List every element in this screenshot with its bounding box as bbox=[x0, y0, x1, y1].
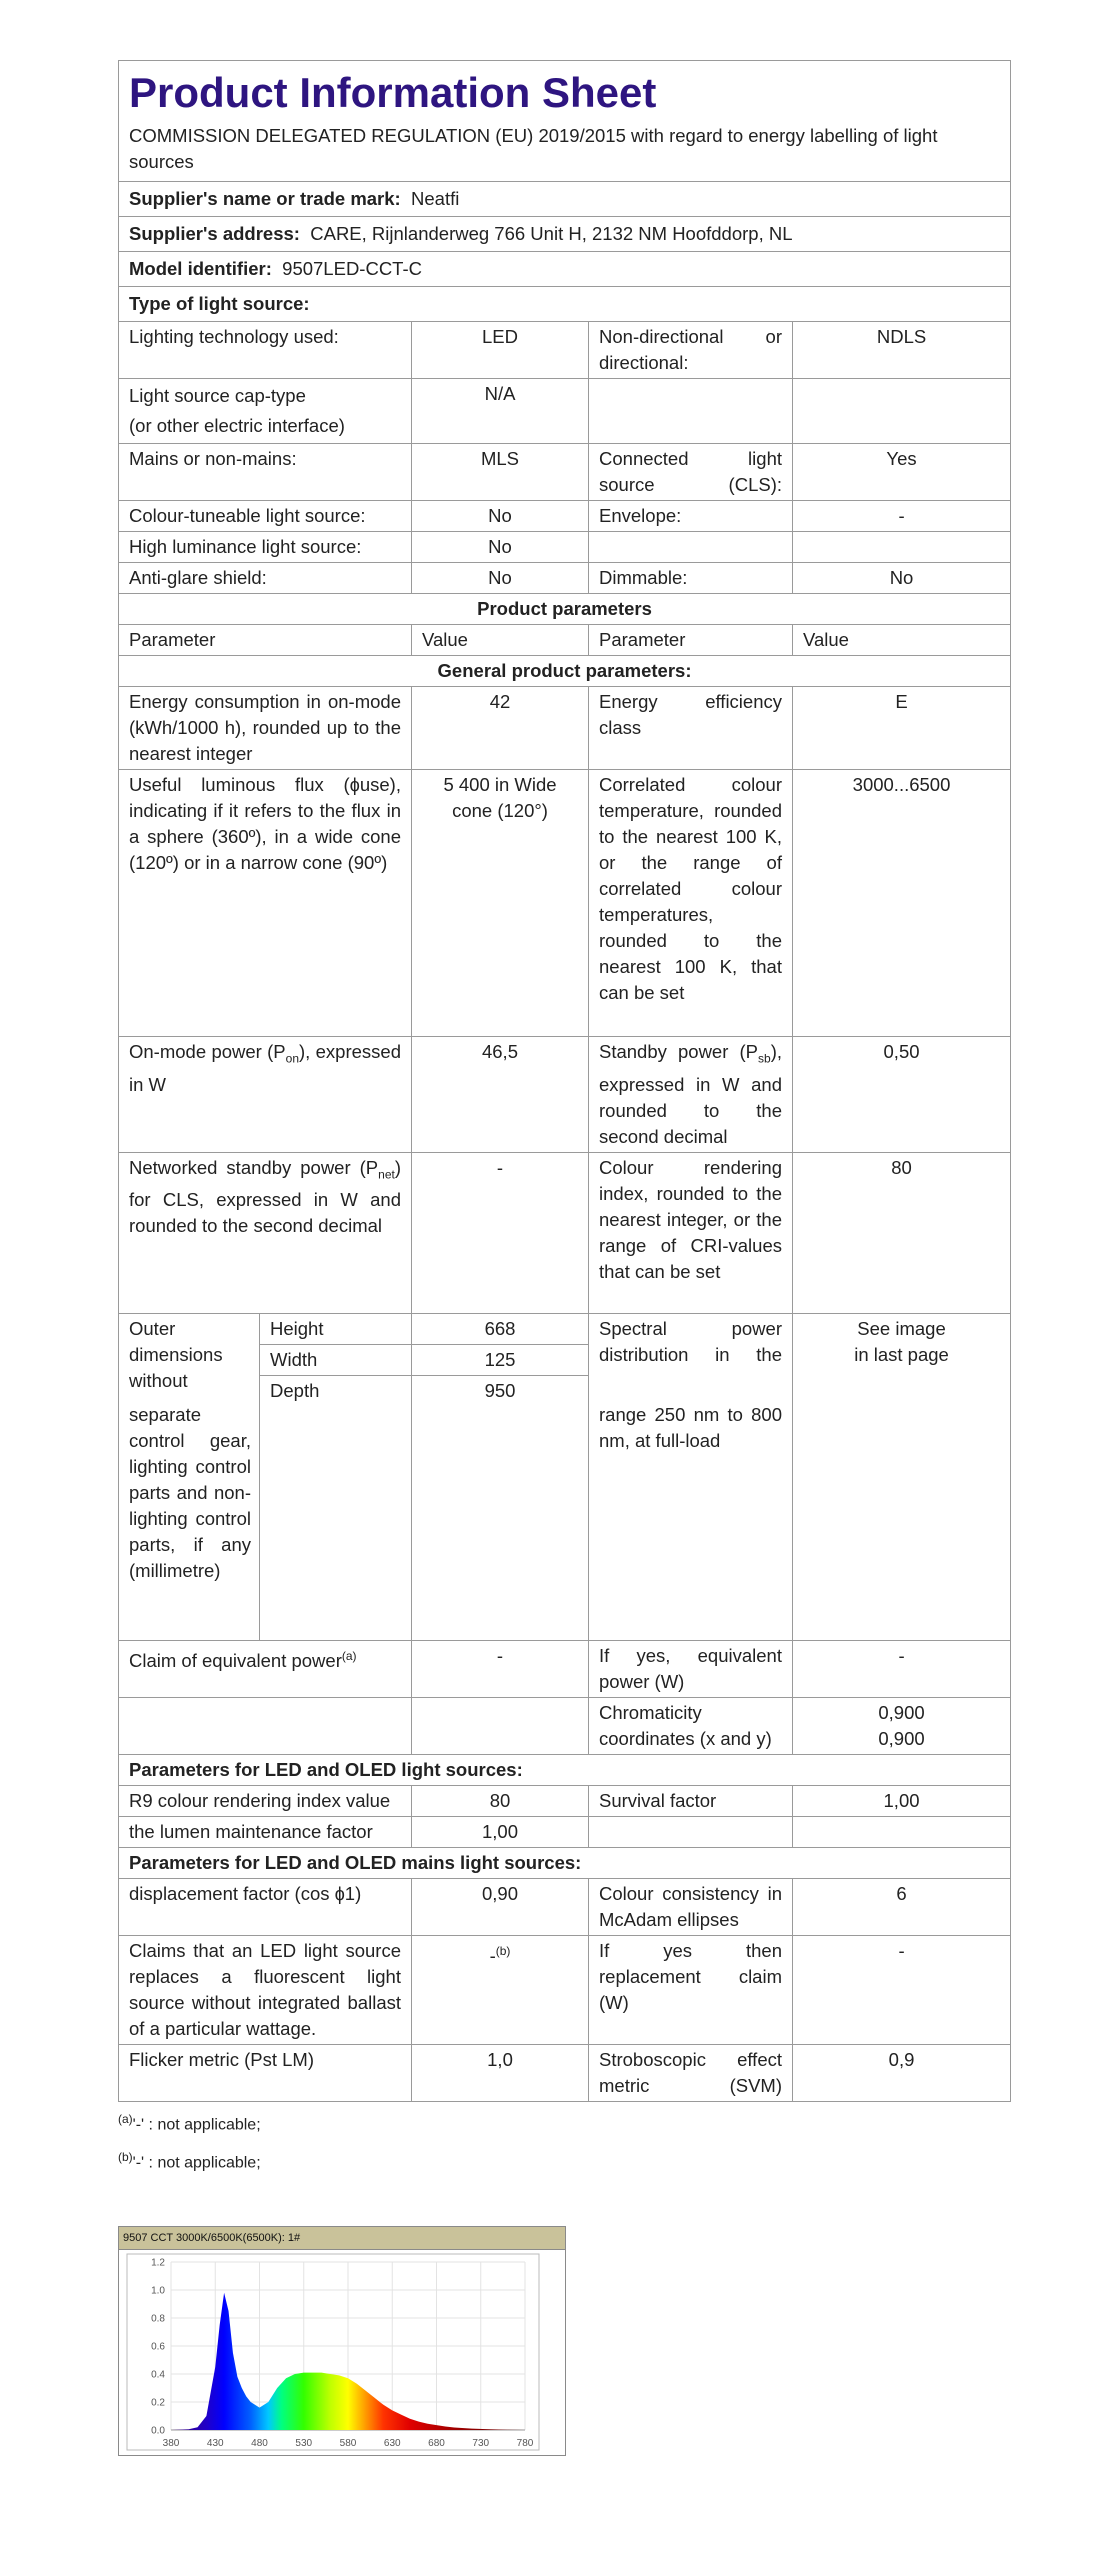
flicker-value: 1,0 bbox=[412, 2044, 589, 2101]
survival-factor-value: 1,00 bbox=[793, 1785, 1011, 1816]
anti-glare-value: No bbox=[412, 563, 589, 594]
spd-chart-title: 9507 CCT 3000K/6500K(6500K): 1# bbox=[119, 2227, 565, 2250]
tuneable-label: Colour-tuneable light source: bbox=[119, 501, 412, 532]
energy-consumption-label: Energy consumption in on-mode (kWh/1000 h), rounded up to the nearest integer bbox=[119, 687, 412, 770]
spd-y-tick-label: 0.0 bbox=[151, 2425, 165, 2437]
led-params-heading: Parameters for LED and OLED light sources: bbox=[119, 1754, 1011, 1785]
envelope-value: - bbox=[793, 501, 1011, 532]
equivalent-power-value: - bbox=[793, 1640, 1011, 1697]
spd-chart bbox=[119, 2250, 563, 2454]
fluorescent-claim-label: Claims that an LED light source replaces a fluorescent light source without integrated ballast of a particular wattage. bbox=[119, 1935, 412, 2044]
spd-y-tick-label: 0.4 bbox=[151, 2369, 165, 2381]
networked-standby-value: - bbox=[412, 1152, 589, 1313]
col-param-header: Parameter bbox=[589, 625, 793, 656]
luminous-flux-label: Useful luminous flux (ɸuse), indicating if it refers to the flux in a sphere (360º), in a wide cone (120º) or in a narrow cone (90º) bbox=[119, 770, 412, 1037]
tech-value: LED bbox=[412, 322, 589, 379]
empty-cell bbox=[589, 379, 793, 444]
empty-cell bbox=[119, 1697, 412, 1754]
tuneable-value: No bbox=[412, 501, 589, 532]
flicker-label: Flicker metric (Pst LM) bbox=[119, 2044, 412, 2101]
footnote-a: $^{(a)}$'-' : not applicable; bbox=[118, 2111, 261, 2134]
mains-params-heading: Parameters for LED and OLED mains light sources: bbox=[119, 1847, 1011, 1878]
standby-power-value: 0,50 bbox=[793, 1037, 1011, 1153]
efficiency-class-label: Energy efficiency class bbox=[589, 687, 793, 770]
col-value-header: Value bbox=[412, 625, 589, 656]
empty-cell bbox=[589, 1816, 793, 1847]
empty-cell bbox=[793, 1816, 1011, 1847]
spd-x-tick-label: 530 bbox=[295, 2438, 313, 2449]
envelope-label: Envelope: bbox=[589, 501, 793, 532]
width-value: 125 bbox=[412, 1344, 588, 1375]
cct-value: 3000...6500 bbox=[793, 770, 1011, 1037]
spd-y-tick-label: 1.0 bbox=[151, 2285, 165, 2297]
survival-factor-label: Survival factor bbox=[589, 1785, 793, 1816]
product-params-heading: Product parameters bbox=[119, 594, 1011, 625]
replacement-claim-value: - bbox=[793, 1935, 1011, 2044]
cri-value: 80 bbox=[793, 1152, 1011, 1313]
col-value-header: Value bbox=[793, 625, 1011, 656]
energy-consumption-value: 42 bbox=[412, 687, 589, 770]
empty-cell bbox=[793, 379, 1011, 444]
directional-label: Non-directional or directional: bbox=[589, 322, 793, 379]
r9-label: R9 colour rendering index value bbox=[119, 1785, 412, 1816]
displacement-factor-label: displacement factor (cos ɸ1) bbox=[119, 1878, 412, 1935]
cap-value: N/A bbox=[412, 379, 589, 444]
displacement-factor-value: 0,90 bbox=[412, 1878, 589, 1935]
lumen-maintenance-value: 1,00 bbox=[412, 1816, 589, 1847]
supplier-label: Supplier's name or trade mark: bbox=[129, 188, 401, 209]
footnote-b: $^{(b)}$'-' : not applicable; bbox=[118, 2150, 261, 2172]
luminous-flux-value: 5 400 in Wide cone (120°) bbox=[412, 770, 589, 1037]
mains-label: Mains or non-mains: bbox=[119, 444, 412, 501]
type-heading: Type of light source: bbox=[119, 287, 1011, 322]
col-param-header: Parameter bbox=[119, 625, 412, 656]
product-info-sheet bbox=[118, 60, 1010, 2184]
product-info-table bbox=[118, 60, 1011, 2102]
replacement-claim-label: If yes then replacement claim (W) bbox=[589, 1935, 793, 2044]
height-value: 668 bbox=[412, 1314, 588, 1345]
mcadam-value: 6 bbox=[793, 1878, 1011, 1935]
spd-y-tick-label: 0.2 bbox=[151, 2397, 165, 2409]
model-label: Model identifier: bbox=[129, 258, 272, 279]
on-mode-power-value: 46,5 bbox=[412, 1037, 589, 1153]
spd-y-tick-label: 0.6 bbox=[151, 2341, 165, 2353]
anti-glare-label: Anti-glare shield: bbox=[119, 563, 412, 594]
equivalent-power-claim-value: - bbox=[412, 1640, 589, 1697]
networked-standby-label: Networked standby power $(P_{net})$ for CLS, expressed in W and rounded to the second decimal bbox=[119, 1152, 412, 1313]
r9-value: 80 bbox=[412, 1785, 589, 1816]
spd-x-tick-label: 430 bbox=[206, 2438, 224, 2449]
dimensions-table bbox=[260, 1314, 588, 1640]
equivalent-power-label: If yes, equivalent power (W) bbox=[589, 1640, 793, 1697]
spd-label: Spectral power distribution in the range 250 nm to 800 nm, at full-load bbox=[589, 1313, 793, 1640]
high-lum-label: High luminance light source: bbox=[119, 532, 412, 563]
footnotes bbox=[118, 2108, 1010, 2175]
spd-x-tick-label: 780 bbox=[516, 2438, 534, 2449]
cls-label: Connected light source (CLS): bbox=[589, 444, 793, 501]
chromaticity-value: 0,900 0,900 bbox=[793, 1697, 1011, 1754]
dimmable-value: No bbox=[793, 563, 1011, 594]
empty-cell bbox=[589, 532, 793, 563]
directional-value: NDLS bbox=[793, 322, 1011, 379]
empty-cell bbox=[412, 1697, 589, 1754]
spd-x-tick-label: 480 bbox=[251, 2438, 268, 2449]
standby-power-label: Standby power $(P_{sb})$, expressed in W and rounded to the second decimal bbox=[589, 1037, 793, 1153]
spd-y-tick-label: 1.2 bbox=[151, 2257, 165, 2269]
efficiency-class-value: E bbox=[793, 687, 1011, 770]
cri-label: Colour rendering index, rounded to the nearest integer, or the range of CRI-values that can be set bbox=[589, 1152, 793, 1313]
spectral-power-distribution-image bbox=[118, 2226, 566, 2456]
mains-value: MLS bbox=[412, 444, 589, 501]
dimmable-label: Dimmable: bbox=[589, 563, 793, 594]
spd-x-tick-label: 680 bbox=[428, 2438, 445, 2449]
spd-x-tick-label: 630 bbox=[383, 2438, 401, 2449]
address-value: CARE, Rijnlanderweg 766 Unit H, 2132 NM Hoofddorp, NL bbox=[310, 223, 793, 244]
height-label: Height bbox=[260, 1314, 412, 1345]
outer-dimensions-label: Outer dimensions without separate control gear, lighting control parts and non-lighting control parts, if any (millimetre) bbox=[119, 1313, 260, 1640]
equivalent-power-claim-label: Claim of equivalent power$^{(a)}$ bbox=[119, 1640, 412, 1697]
cct-label: Correlated colour temperature, rounded to the nearest 100 K, or the range of correlated colour temperatures, rounded to the nearest 100 K, that can be set bbox=[589, 770, 793, 1037]
fluorescent-claim-value: -$^{(b)}$ bbox=[412, 1935, 589, 2044]
spd-x-tick-label: 380 bbox=[162, 2438, 180, 2449]
empty-cell bbox=[793, 532, 1011, 563]
stroboscopic-label: Stroboscopic effect metric (SVM) bbox=[589, 2044, 793, 2101]
cap-label-2: (or other electric interface) bbox=[129, 415, 345, 436]
tech-label: Lighting technology used: bbox=[119, 322, 412, 379]
model-value: 9507LED-CCT-C bbox=[282, 258, 422, 279]
page-title: Product Information Sheet bbox=[129, 69, 657, 116]
chromaticity-label: Chromaticity coordinates (x and y) bbox=[589, 1697, 793, 1754]
width-label: Width bbox=[260, 1344, 412, 1375]
depth-value: 950 bbox=[484, 1379, 516, 1401]
depth-label: Depth bbox=[260, 1375, 412, 1640]
address-label: Supplier's address: bbox=[129, 223, 300, 244]
spd-y-tick-label: 0.8 bbox=[151, 2313, 165, 2325]
spd-x-tick-label: 580 bbox=[339, 2438, 357, 2449]
spd-value: See image in last page bbox=[793, 1313, 1011, 1640]
spd-x-tick-label: 730 bbox=[472, 2438, 490, 2449]
regulation-subtitle: COMMISSION DELEGATED REGULATION (EU) 2019/2015 with regard to energy labelling of light sources bbox=[129, 125, 938, 172]
dimensions-cell bbox=[260, 1313, 589, 1640]
cls-value: Yes bbox=[793, 444, 1011, 501]
supplier-value: Neatfi bbox=[411, 188, 460, 209]
mcadam-label: Colour consistency in McAdam ellipses bbox=[589, 1878, 793, 1935]
high-lum-value: No bbox=[412, 532, 589, 563]
cap-label-1: Light source cap-type bbox=[129, 385, 306, 406]
general-params-heading: General product parameters: bbox=[119, 656, 1011, 687]
on-mode-power-label: On-mode power $(P_{on})$, expressed in W bbox=[119, 1037, 412, 1153]
stroboscopic-value: 0,9 bbox=[793, 2044, 1011, 2101]
lumen-maintenance-label: the lumen maintenance factor bbox=[119, 1816, 412, 1847]
